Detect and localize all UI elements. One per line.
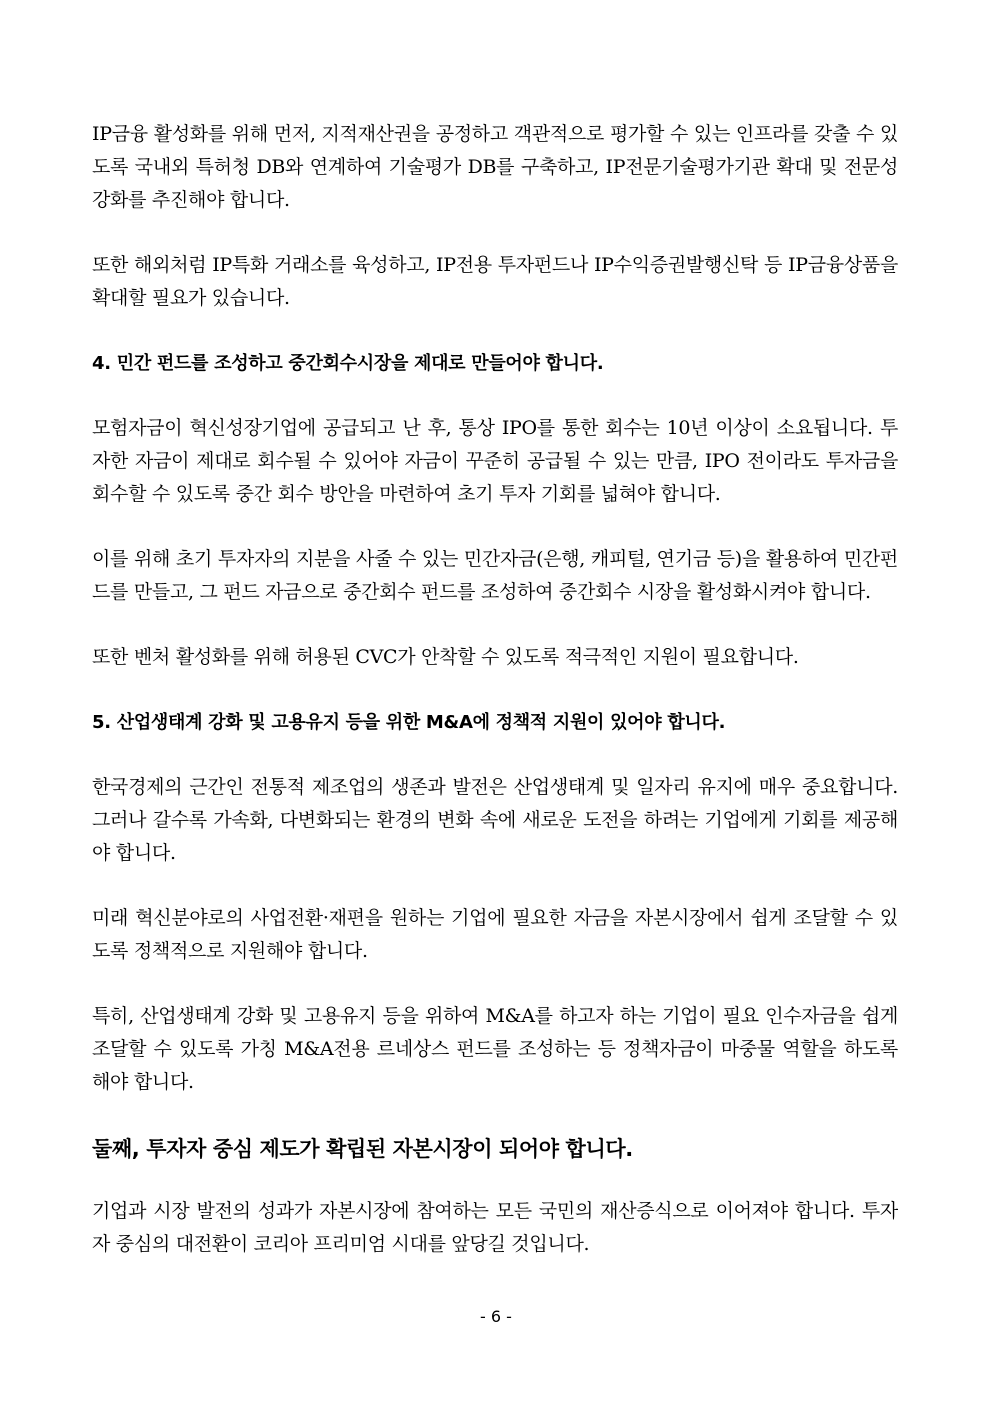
section-4-heading: 4. 민간 펀드를 조성하고 중간회수시장을 제대로 만들어야 합니다. xyxy=(92,353,604,374)
paragraph-ip-finance-infra: IP금융 활성화를 위해 먼저, 지적재산권을 공정하고 객관적으로 평가할 수 있는 인프라를 갖출 수 있도록 국내외 특허청 DB와 연계하여 기술평가 DB를 구축하고, IP전문기술평가기관 확대 및 전문성 강화를 추진해야 합니다. xyxy=(92,123,898,211)
document-body xyxy=(92,118,898,1293)
paragraph-ip-exchange: 또한 해외처럼 IP특화 거래소를 육성하고, IP전용 투자펀드나 IP수익증권발행신탁 등 IP금융상품을 확대할 필요가 있습니다. xyxy=(92,254,898,309)
paragraph-section4-3: 또한 벤처 활성화를 위해 허용된 CVC가 안착할 수 있도록 적극적인 지원이 필요합니다. xyxy=(92,646,799,668)
page-number: - 6 - xyxy=(480,1307,512,1326)
section-5-heading: 5. 산업생태계 강화 및 고용유지 등을 위한 M&A에 정책적 지원이 있어야 합니다. xyxy=(92,712,726,733)
part-2-heading: 둘째, 투자자 중심 제도가 확립된 자본시장이 되어야 합니다. xyxy=(92,1137,633,1161)
paragraph-section4-2: 이를 위해 초기 투자자의 지분을 사줄 수 있는 민간자금(은행, 캐피털, 연기금 등)을 활용하여 민간펀드를 만들고, 그 펀드 자금으로 중간회수 펀드를 조성하여 중간회수 시장을 활성화시켜야 합니다. xyxy=(92,548,898,603)
paragraph-section5-1: 한국경제의 근간인 전통적 제조업의 생존과 발전은 산업생태계 및 일자리 유지에 매우 중요합니다. 그러나 갈수록 가속화, 다변화되는 환경의 변화 속에 새로운 도전을 하려는 기업에게 기회를 제공해야 합니다. xyxy=(92,776,898,864)
paragraph-section4-1: 모험자금이 혁신성장기업에 공급되고 난 후, 통상 IPO를 통한 회수는 10년 이상이 소요됩니다. 투자한 자금이 제대로 회수될 수 있어야 자금이 꾸준히 공급될 수 있는 만큼, IPO 전이라도 투자금을 회수할 수 있도록 중간 회수 방안을 마련하여 초기 투자 기회를 넓혀야 합니다. xyxy=(92,417,898,505)
paragraph-section5-2: 미래 혁신분야로의 사업전환·재편을 원하는 기업에 필요한 자금을 자본시장에서 쉽게 조달할 수 있도록 정책적으로 지원해야 합니다. xyxy=(92,907,898,962)
paragraph-section5-3: 특히, 산업생태계 강화 및 고용유지 등을 위하여 M&A를 하고자 하는 기업이 필요 인수자금을 쉽게 조달할 수 있도록 가칭 M&A전용 르네상스 펀드를 조성하는 등 정책자금이 마중물 역할을 하도록 해야 합니다. xyxy=(92,1005,898,1093)
paragraph-part2-1: 기업과 시장 발전의 성과가 자본시장에 참여하는 모든 국민의 재산증식으로 이어져야 합니다. 투자자 중심의 대전환이 코리아 프리미엄 시대를 앞당길 것입니다. xyxy=(92,1200,898,1255)
